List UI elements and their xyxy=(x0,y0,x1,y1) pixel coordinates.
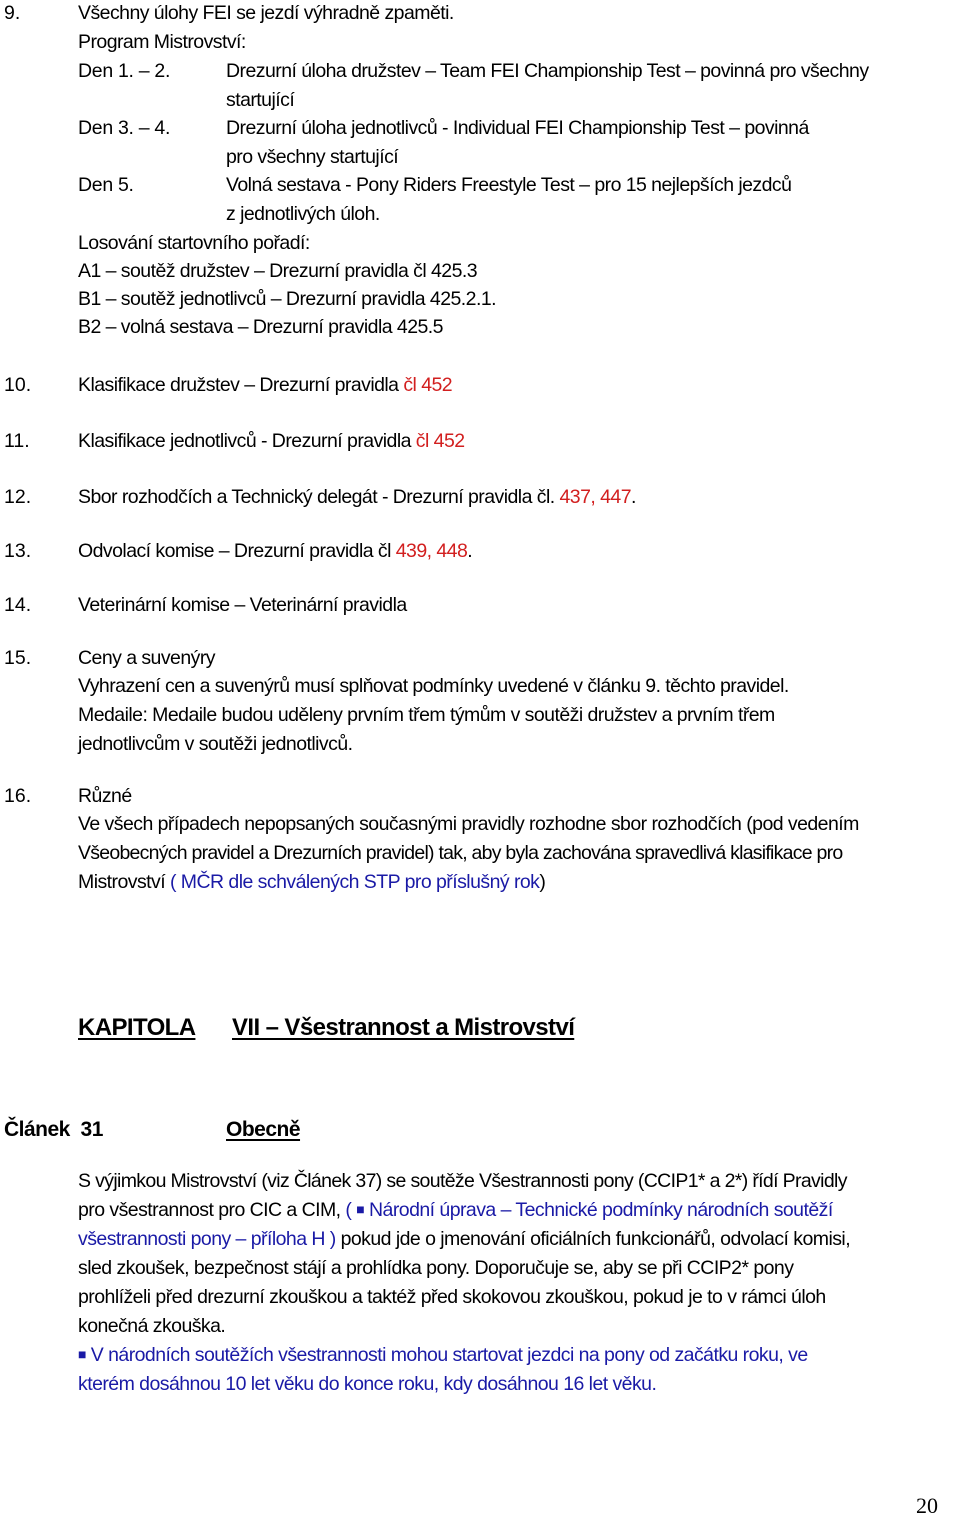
day-3-text-line1: Volná sestava - Pony Riders Freestyle Test – pro 15 nejlepších jezdců xyxy=(226,174,792,196)
day-3-label: Den 5. xyxy=(78,174,134,196)
section-16-line1: Ve všech případech nepopsaných současnými pravidly rozhodne sbor rozhodčích (pod vedením xyxy=(78,813,859,835)
annex-h-link[interactable]: všestrannosti pony – příloha H ) xyxy=(78,1228,336,1250)
program-label: Program Mistrovství: xyxy=(78,31,246,53)
section-16-line2: Všeobecných pravidel a Drezurních pravidel) tak, aby byla zachována spravedlivá klasifikace pro xyxy=(78,842,843,864)
para-line2: pro všestrannost pro CIC a CIM, ( ■ Národní úprava – Technické podmínky národních soutěží xyxy=(78,1199,833,1221)
section-15-line3: jednotlivcům v soutěži jednotlivců. xyxy=(78,733,353,755)
para-line4: sled zkoušek, bezpečnost stájí a prohlídka pony. Doporučuje se, aby se při CCIP2* pony xyxy=(78,1257,794,1279)
draw-title: Losování startovního pořadí: xyxy=(78,232,310,254)
national-note-link[interactable]: ( MČR dle schválených STP pro příslušný rok xyxy=(170,871,540,893)
chapter-title: VII – Všestrannost a Mistrovství xyxy=(232,1014,575,1041)
section-13-text: Odvolací komise – Drezurní pravidla čl 439, 448. xyxy=(78,540,473,562)
section-16-title: Různé xyxy=(78,785,132,807)
section-11-text: Klasifikace jednotlivců - Drezurní pravidla čl 452 xyxy=(78,430,465,452)
para-line5: prohlíželi před drezurní zkouškou a taktéž před skokovou zkouškou, pokud je to v rámci úloh xyxy=(78,1286,826,1308)
day-2-text-line2: pro všechny startující xyxy=(226,146,399,168)
chapter-label: KAPITOLA xyxy=(78,1014,196,1041)
para-line6: konečná zkouška. xyxy=(78,1315,226,1337)
section-10-text: Klasifikace družstev – Drezurní pravidla čl 452 xyxy=(78,374,453,396)
draw-item-b2: B2 – volná sestava – Drezurní pravidla 425.5 xyxy=(78,316,443,338)
section-12-reference: 437, 447 xyxy=(559,486,631,508)
section-16-line3: Mistrovství ( MČR dle schválených STP pro příslušný rok) xyxy=(78,871,546,893)
section-15-line1: Vyhrazení cen a suvenýrů musí splňovat podmínky uvedené v článku 9. těchto pravidel. xyxy=(78,675,789,697)
day-3-text-line2: z jednotlivých úloh. xyxy=(226,203,380,225)
section-13-reference: 439, 448 xyxy=(395,540,468,562)
national-note-line1: ■ V národních soutěžích všestrannosti mohou startovat jezdci na pony od začátku roku, ve xyxy=(78,1344,808,1366)
bullet-icon: ■ xyxy=(78,1346,86,1362)
article-title: Obecně xyxy=(226,1118,301,1141)
section-14-text: Veterinární komise – Veterinární pravidla xyxy=(78,594,407,616)
section-14-number: 14. xyxy=(4,594,32,616)
section-15-line2: Medaile: Medaile budou uděleny prvním třem týmům v soutěži družstev a prvním třem xyxy=(78,704,775,726)
draw-item-a1: A1 – soutěž družstev – Drezurní pravidla čl 425.3 xyxy=(78,260,478,282)
day-1-label: Den 1. – 2. xyxy=(78,60,171,82)
section-9-number: 9. xyxy=(4,2,21,24)
section-10-number: 10. xyxy=(4,374,32,396)
page-number: 20 xyxy=(916,1493,938,1518)
national-note-line2: kterém dosáhnou 10 let věku do konce roku, kdy dosáhnou 16 let věku. xyxy=(78,1373,657,1395)
section-12-number: 12. xyxy=(4,486,32,508)
section-12-text: Sbor rozhodčích a Technický delegát - Drezurní pravidla čl. 437, 447. xyxy=(78,486,636,508)
section-11-reference: čl 452 xyxy=(415,430,465,452)
draw-item-b1: B1 – soutěž jednotlivců – Drezurní pravidla 425.2.1. xyxy=(78,288,496,310)
section-13-number: 13. xyxy=(4,540,32,562)
section-11-number: 11. xyxy=(4,430,30,452)
day-1-text-line2: startující xyxy=(226,89,295,111)
section-10-reference: čl 452 xyxy=(403,374,453,396)
section-15-number: 15. xyxy=(4,647,32,669)
day-2-text-line1: Drezurní úloha jednotlivců - Individual FEI Championship Test – povinná xyxy=(226,117,809,139)
bullet-icon: ■ xyxy=(356,1201,365,1217)
section-9-title: Všechny úlohy FEI se jezdí výhradně zpaměti. xyxy=(78,2,454,24)
section-15-title: Ceny a suvenýry xyxy=(78,647,215,669)
para-line3: všestrannosti pony – příloha H ) pokud jde o jmenování oficiálních funkcionářů, odvolací komisi, xyxy=(78,1228,851,1250)
section-16-number: 16. xyxy=(4,785,32,807)
para-line1: S výjimkou Mistrovství (viz Článek 37) se soutěže Všestrannosti pony (CCIP1* a 2*) řídí Pravidly xyxy=(78,1170,847,1192)
day-1-text-line1: Drezurní úloha družstev – Team FEI Championship Test – povinná pro všechny xyxy=(226,60,869,82)
day-2-label: Den 3. – 4. xyxy=(78,117,171,139)
article-label: Článek 31 xyxy=(4,1118,103,1141)
